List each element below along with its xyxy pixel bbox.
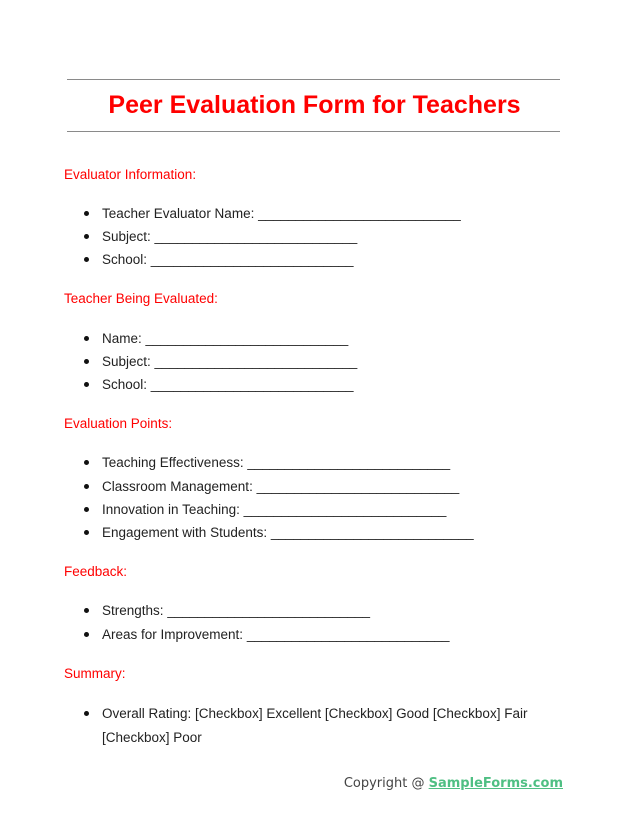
field-blank[interactable]: ___________________________ xyxy=(167,603,371,618)
section-heading: Evaluation Points: xyxy=(64,416,173,431)
bullet-icon xyxy=(84,382,89,387)
bullet-icon xyxy=(84,711,89,716)
field-label: Name: xyxy=(102,331,142,346)
field-label: School: xyxy=(102,252,148,267)
field-blank[interactable]: ___________________________ xyxy=(154,229,358,244)
field-blank[interactable]: ___________________________ xyxy=(247,455,451,470)
form-field-item xyxy=(84,502,446,518)
field-blank[interactable]: ___________________________ xyxy=(145,331,349,346)
field-label: Strengths: xyxy=(102,603,164,618)
field-label: School: xyxy=(102,377,148,392)
field-blank[interactable]: ___________________________ xyxy=(258,206,461,221)
bullet-icon xyxy=(84,336,89,341)
form-field-item xyxy=(84,354,357,370)
field-blank[interactable]: ___________________________ xyxy=(150,377,354,392)
form-field-item xyxy=(84,525,474,541)
overall-rating-text: Overall Rating: [Checkbox] Excellent [Checkbox] Good [Checkbox] Fair [Checkbox] Poor xyxy=(102,706,528,745)
section-heading: Teacher Being Evaluated: xyxy=(64,291,218,306)
footer xyxy=(344,776,563,791)
form-field-item xyxy=(84,455,450,471)
form-field-item xyxy=(84,627,450,643)
bullet-icon xyxy=(84,632,89,637)
field-blank[interactable]: ___________________________ xyxy=(246,627,450,642)
section-heading: Feedback: xyxy=(64,564,128,579)
form-field-item xyxy=(84,206,461,222)
form-field-item xyxy=(84,252,354,268)
bullet-icon xyxy=(84,257,89,262)
form-field-item xyxy=(84,479,459,495)
form-field-item xyxy=(84,377,354,393)
copyright-text: Copyright @ xyxy=(343,776,429,791)
field-blank[interactable]: ___________________________ xyxy=(243,502,447,517)
field-label: Areas for Improvement: xyxy=(102,627,244,642)
page-title: Peer Evaluation Form for Teachers xyxy=(108,91,521,119)
bullet-icon xyxy=(84,484,89,489)
brand-link[interactable]: SampleForms.com xyxy=(428,776,563,791)
field-blank[interactable]: ___________________________ xyxy=(150,252,354,267)
field-label: Engagement with Students: xyxy=(102,525,268,540)
section-heading: Evaluator Information: xyxy=(64,167,197,182)
field-label: Teacher Evaluator Name: xyxy=(102,206,255,221)
bullet-icon xyxy=(84,359,89,364)
section-heading: Summary: xyxy=(64,666,126,681)
bullet-icon xyxy=(84,460,89,465)
form-field-item xyxy=(84,331,348,347)
field-label: Teaching Effectiveness: xyxy=(102,455,244,470)
field-label: Subject: xyxy=(102,229,151,244)
bottom-rule xyxy=(67,131,560,132)
field-label: Innovation in Teaching: xyxy=(102,502,240,517)
bullet-icon xyxy=(84,530,89,535)
field-blank[interactable]: ___________________________ xyxy=(256,479,460,494)
bullet-icon xyxy=(84,608,89,613)
form-field-item xyxy=(84,229,357,245)
bullet-icon xyxy=(84,234,89,239)
form-field-item xyxy=(84,603,370,619)
overall-rating-item xyxy=(84,702,572,750)
bullet-icon xyxy=(84,507,89,512)
field-blank[interactable]: ___________________________ xyxy=(270,525,474,540)
bullet-icon xyxy=(84,211,89,216)
top-rule xyxy=(67,79,560,80)
field-label: Subject: xyxy=(102,354,151,369)
field-label: Classroom Management: xyxy=(102,479,253,494)
field-blank[interactable]: ___________________________ xyxy=(154,354,358,369)
